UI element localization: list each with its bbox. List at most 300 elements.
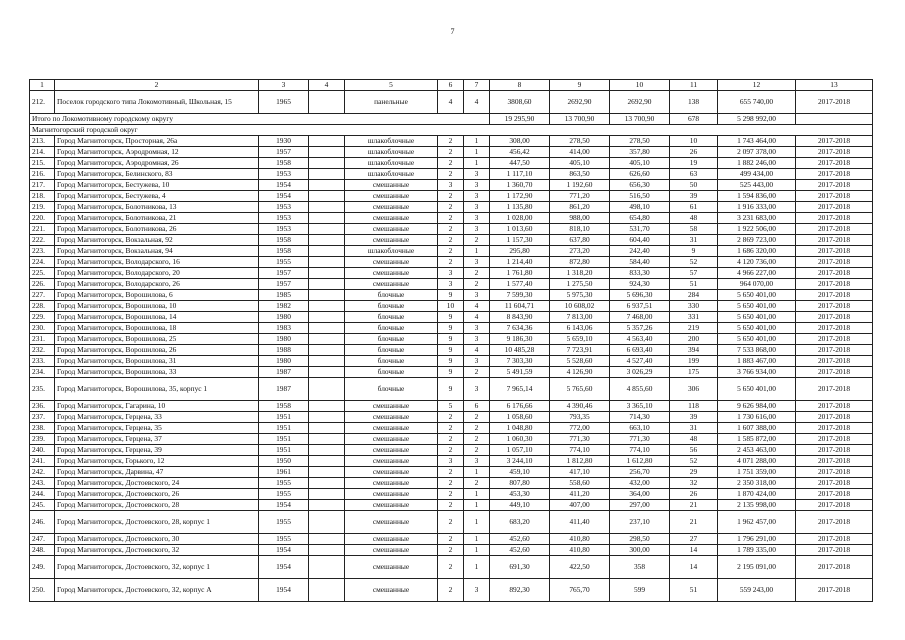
area-residential: 1 612,80 bbox=[610, 456, 670, 467]
address: Город Магнитогорск, Горького, 12 bbox=[55, 456, 259, 467]
address: Город Магнитогорск, Ворошилова, 25 bbox=[55, 334, 259, 345]
table-row bbox=[30, 202, 873, 213]
year-built: 1950 bbox=[259, 456, 309, 467]
year-reconstructed bbox=[309, 401, 345, 412]
period: 2017-2018 bbox=[796, 367, 873, 378]
column-number: 11 bbox=[670, 80, 718, 91]
row-number: 220. bbox=[30, 213, 55, 224]
cost: 4 966 227,00 bbox=[718, 268, 796, 279]
entrances: 1 bbox=[464, 534, 490, 545]
table-row bbox=[30, 268, 873, 279]
column-number: 13 bbox=[796, 80, 873, 91]
cost: 3 231 683,00 bbox=[718, 213, 796, 224]
cost: 5 650 401,00 bbox=[718, 378, 796, 401]
residents: 58 bbox=[670, 224, 718, 235]
floors: 2 bbox=[438, 434, 464, 445]
wall-material: шлакоблочные bbox=[345, 136, 438, 147]
address: Город Магнитогорск, Достоевского, 28, корпус 1 bbox=[55, 511, 259, 534]
floors: 9 bbox=[438, 323, 464, 334]
year-reconstructed bbox=[309, 356, 345, 367]
year-reconstructed bbox=[309, 579, 345, 602]
table-row bbox=[30, 180, 873, 191]
floors: 2 bbox=[438, 489, 464, 500]
entrances: 2 bbox=[464, 412, 490, 423]
entrances: 3 bbox=[464, 579, 490, 602]
area-residential: 297,00 bbox=[610, 500, 670, 511]
table-row bbox=[30, 279, 873, 290]
year-built: 1955 bbox=[259, 489, 309, 500]
address: Город Магнитогорск, Гагарина, 10 bbox=[55, 401, 259, 412]
area-living: 863,50 bbox=[550, 169, 610, 180]
floors: 9 bbox=[438, 378, 464, 401]
area-living: 1 812,80 bbox=[550, 456, 610, 467]
entrances: 3 bbox=[464, 456, 490, 467]
floors: 2 bbox=[438, 191, 464, 202]
column-number: 7 bbox=[464, 80, 490, 91]
row-number: 226. bbox=[30, 279, 55, 290]
cost: 4 120 736,00 bbox=[718, 257, 796, 268]
area-residential: 654,80 bbox=[610, 213, 670, 224]
column-number: 2 bbox=[55, 80, 259, 91]
entrances: 2 bbox=[464, 445, 490, 456]
area-living: 4 390,46 bbox=[550, 401, 610, 412]
area-residential: 6 937,51 bbox=[610, 301, 670, 312]
address: Город Магнитогорск, Аэродромная, 26 bbox=[55, 158, 259, 169]
year-reconstructed bbox=[309, 467, 345, 478]
area-residential: 714,30 bbox=[610, 412, 670, 423]
area-living: 5 975,30 bbox=[550, 290, 610, 301]
area-living: 10 608,02 bbox=[550, 301, 610, 312]
address: Город Магнитогорск, Дарвина, 47 bbox=[55, 467, 259, 478]
table-row bbox=[30, 290, 873, 301]
period: 2017-2018 bbox=[796, 279, 873, 290]
year-built: 1930 bbox=[259, 136, 309, 147]
total-area: 453,30 bbox=[490, 489, 550, 500]
entrances: 1 bbox=[464, 511, 490, 534]
address: Город Магнитогорск, Болотникова, 26 bbox=[55, 224, 259, 235]
period: 2017-2018 bbox=[796, 312, 873, 323]
area-living: 5 659,10 bbox=[550, 334, 610, 345]
column-number: 5 bbox=[345, 80, 438, 91]
wall-material: шлакоблочные bbox=[345, 169, 438, 180]
period: 2017-2018 bbox=[796, 401, 873, 412]
row-number: 242. bbox=[30, 467, 55, 478]
entrances: 4 bbox=[464, 345, 490, 356]
table-row bbox=[30, 556, 873, 579]
floors: 9 bbox=[438, 356, 464, 367]
residents: 51 bbox=[670, 279, 718, 290]
residents: 57 bbox=[670, 268, 718, 279]
year-reconstructed bbox=[309, 257, 345, 268]
floors: 2 bbox=[438, 478, 464, 489]
floors: 2 bbox=[438, 257, 464, 268]
row-number: 246. bbox=[30, 511, 55, 534]
cost: 2 135 998,00 bbox=[718, 500, 796, 511]
wall-material: смешанные bbox=[345, 268, 438, 279]
year-reconstructed bbox=[309, 445, 345, 456]
section-row bbox=[30, 125, 873, 136]
area-living: 411,40 bbox=[550, 511, 610, 534]
row-number: 236. bbox=[30, 401, 55, 412]
row-number: 250. bbox=[30, 579, 55, 602]
year-built: 1951 bbox=[259, 423, 309, 434]
row-number: 212. bbox=[30, 91, 55, 114]
year-reconstructed bbox=[309, 334, 345, 345]
wall-material: блочные bbox=[345, 323, 438, 334]
period: 2017-2018 bbox=[796, 290, 873, 301]
row-number: 245. bbox=[30, 500, 55, 511]
year-reconstructed bbox=[309, 147, 345, 158]
table-row bbox=[30, 257, 873, 268]
row-number: 243. bbox=[30, 478, 55, 489]
year-built: 1953 bbox=[259, 202, 309, 213]
period: 2017-2018 bbox=[796, 268, 873, 279]
entrances: 4 bbox=[464, 91, 490, 114]
area-residential: 584,40 bbox=[610, 257, 670, 268]
residents: 29 bbox=[670, 467, 718, 478]
row-number: 238. bbox=[30, 423, 55, 434]
row-number: 247. bbox=[30, 534, 55, 545]
area-residential: 656,30 bbox=[610, 180, 670, 191]
wall-material: смешанные bbox=[345, 511, 438, 534]
area-residential: 3 365,10 bbox=[610, 401, 670, 412]
wall-material: блочные bbox=[345, 301, 438, 312]
area-living: 5 528,60 bbox=[550, 356, 610, 367]
residents: 21 bbox=[670, 511, 718, 534]
floors: 2 bbox=[438, 467, 464, 478]
residents: 118 bbox=[670, 401, 718, 412]
year-built: 1951 bbox=[259, 412, 309, 423]
floors: 2 bbox=[438, 545, 464, 556]
area-living: 558,60 bbox=[550, 478, 610, 489]
entrances: 2 bbox=[464, 478, 490, 489]
year-reconstructed bbox=[309, 511, 345, 534]
row-number: 230. bbox=[30, 323, 55, 334]
subtotal-empty bbox=[796, 114, 873, 125]
subtotal-label: Итого по Локомотивному городскому округу bbox=[30, 114, 490, 125]
period: 2017-2018 bbox=[796, 213, 873, 224]
residents: 10 bbox=[670, 136, 718, 147]
residents: 21 bbox=[670, 500, 718, 511]
total-area: 7 634,36 bbox=[490, 323, 550, 334]
row-number: 228. bbox=[30, 301, 55, 312]
wall-material: смешанные bbox=[345, 235, 438, 246]
area-living: 771,30 bbox=[550, 434, 610, 445]
total-area: 3 244,10 bbox=[490, 456, 550, 467]
total-area: 1 058,60 bbox=[490, 412, 550, 423]
row-number: 222. bbox=[30, 235, 55, 246]
total-area: 1 048,80 bbox=[490, 423, 550, 434]
cost: 5 650 401,00 bbox=[718, 301, 796, 312]
address: Город Магнитогорск, Достоевского, 28 bbox=[55, 500, 259, 511]
entrances: 2 bbox=[464, 268, 490, 279]
period: 2017-2018 bbox=[796, 412, 873, 423]
table-row bbox=[30, 401, 873, 412]
row-number: 216. bbox=[30, 169, 55, 180]
area-residential: 358 bbox=[610, 556, 670, 579]
cost: 1 743 464,00 bbox=[718, 136, 796, 147]
area-residential: 256,70 bbox=[610, 467, 670, 478]
floors: 2 bbox=[438, 445, 464, 456]
total-area: 691,30 bbox=[490, 556, 550, 579]
subtotal-value: 13 700,90 bbox=[610, 114, 670, 125]
year-reconstructed bbox=[309, 279, 345, 290]
address: Город Магнитогорск, Аэродромная, 12 bbox=[55, 147, 259, 158]
year-reconstructed bbox=[309, 412, 345, 423]
cost: 499 434,00 bbox=[718, 169, 796, 180]
total-area: 10 485,28 bbox=[490, 345, 550, 356]
year-built: 1987 bbox=[259, 378, 309, 401]
total-area: 1 135,80 bbox=[490, 202, 550, 213]
floors: 4 bbox=[438, 91, 464, 114]
residents: 56 bbox=[670, 445, 718, 456]
year-reconstructed bbox=[309, 136, 345, 147]
entrances: 3 bbox=[464, 224, 490, 235]
row-number: 249. bbox=[30, 556, 55, 579]
floors: 2 bbox=[438, 235, 464, 246]
area-residential: 833,30 bbox=[610, 268, 670, 279]
total-area: 1 013,60 bbox=[490, 224, 550, 235]
cost: 1 962 457,00 bbox=[718, 511, 796, 534]
period: 2017-2018 bbox=[796, 478, 873, 489]
entrances: 2 bbox=[464, 367, 490, 378]
floors: 5 bbox=[438, 401, 464, 412]
floors: 2 bbox=[438, 423, 464, 434]
entrances: 2 bbox=[464, 434, 490, 445]
year-built: 1980 bbox=[259, 334, 309, 345]
address: Город Магнитогорск, Достоевского, 32, корпус А bbox=[55, 579, 259, 602]
row-number: 213. bbox=[30, 136, 55, 147]
floors: 3 bbox=[438, 279, 464, 290]
row-number: 244. bbox=[30, 489, 55, 500]
row-number: 241. bbox=[30, 456, 55, 467]
residents: 48 bbox=[670, 213, 718, 224]
period: 2017-2018 bbox=[796, 224, 873, 235]
period: 2017-2018 bbox=[796, 579, 873, 602]
wall-material: смешанные bbox=[345, 401, 438, 412]
year-built: 1954 bbox=[259, 180, 309, 191]
address: Город Магнитогорск, Бестужева, 4 bbox=[55, 191, 259, 202]
column-number: 3 bbox=[259, 80, 309, 91]
entrances: 3 bbox=[464, 191, 490, 202]
period: 2017-2018 bbox=[796, 169, 873, 180]
wall-material: блочные bbox=[345, 356, 438, 367]
total-area: 7 303,30 bbox=[490, 356, 550, 367]
area-residential: 405,10 bbox=[610, 158, 670, 169]
row-number: 217. bbox=[30, 180, 55, 191]
cost: 5 650 401,00 bbox=[718, 323, 796, 334]
year-reconstructed bbox=[309, 268, 345, 279]
table-row bbox=[30, 545, 873, 556]
entrances: 3 bbox=[464, 334, 490, 345]
year-built: 1954 bbox=[259, 556, 309, 579]
wall-material: блочные bbox=[345, 367, 438, 378]
year-built: 1957 bbox=[259, 268, 309, 279]
year-reconstructed bbox=[309, 246, 345, 257]
year-built: 1953 bbox=[259, 224, 309, 235]
period: 2017-2018 bbox=[796, 91, 873, 114]
total-area: 1 057,10 bbox=[490, 445, 550, 456]
table-row bbox=[30, 213, 873, 224]
period: 2017-2018 bbox=[796, 345, 873, 356]
year-built: 1955 bbox=[259, 534, 309, 545]
cost: 2 453 463,00 bbox=[718, 445, 796, 456]
year-built: 1953 bbox=[259, 169, 309, 180]
column-number: 12 bbox=[718, 80, 796, 91]
area-living: 5 765,60 bbox=[550, 378, 610, 401]
table-row bbox=[30, 412, 873, 423]
area-residential: 774,10 bbox=[610, 445, 670, 456]
year-built: 1954 bbox=[259, 191, 309, 202]
table-row bbox=[30, 534, 873, 545]
year-reconstructed bbox=[309, 323, 345, 334]
entrances: 1 bbox=[464, 467, 490, 478]
period: 2017-2018 bbox=[796, 423, 873, 434]
cost: 2 869 723,00 bbox=[718, 235, 796, 246]
period: 2017-2018 bbox=[796, 489, 873, 500]
area-residential: 5 357,26 bbox=[610, 323, 670, 334]
wall-material: смешанные bbox=[345, 456, 438, 467]
year-built: 1985 bbox=[259, 290, 309, 301]
address: Город Магнитогорск, Просторная, 26а bbox=[55, 136, 259, 147]
total-area: 1 157,30 bbox=[490, 235, 550, 246]
floors: 9 bbox=[438, 345, 464, 356]
floors: 10 bbox=[438, 301, 464, 312]
total-area: 1 060,30 bbox=[490, 434, 550, 445]
column-number: 1 bbox=[30, 80, 55, 91]
cost: 1 686 320,00 bbox=[718, 246, 796, 257]
wall-material: смешанные bbox=[345, 412, 438, 423]
row-number: 227. bbox=[30, 290, 55, 301]
area-residential: 4 563,40 bbox=[610, 334, 670, 345]
residents: 199 bbox=[670, 356, 718, 367]
entrances: 6 bbox=[464, 401, 490, 412]
area-living: 6 143,06 bbox=[550, 323, 610, 334]
address: Город Магнитогорск, Белинского, 83 bbox=[55, 169, 259, 180]
period: 2017-2018 bbox=[796, 246, 873, 257]
entrances: 1 bbox=[464, 147, 490, 158]
wall-material: смешанные bbox=[345, 556, 438, 579]
residents: 26 bbox=[670, 489, 718, 500]
year-built: 1958 bbox=[259, 401, 309, 412]
area-living: 7 723,91 bbox=[550, 345, 610, 356]
wall-material: шлакоблочные bbox=[345, 147, 438, 158]
area-residential: 771,30 bbox=[610, 434, 670, 445]
year-reconstructed bbox=[309, 312, 345, 323]
table-row bbox=[30, 323, 873, 334]
year-built: 1980 bbox=[259, 312, 309, 323]
entrances: 1 bbox=[464, 158, 490, 169]
residents: 138 bbox=[670, 91, 718, 114]
year-reconstructed bbox=[309, 378, 345, 401]
area-living: 771,20 bbox=[550, 191, 610, 202]
period: 2017-2018 bbox=[796, 235, 873, 246]
year-built: 1983 bbox=[259, 323, 309, 334]
table-row bbox=[30, 511, 873, 534]
area-residential: 432,00 bbox=[610, 478, 670, 489]
period: 2017-2018 bbox=[796, 180, 873, 191]
cost: 5 650 401,00 bbox=[718, 312, 796, 323]
area-residential: 357,80 bbox=[610, 147, 670, 158]
residents: 14 bbox=[670, 556, 718, 579]
address: Поселок городского типа Локомотивный, Школьная, 15 bbox=[55, 91, 259, 114]
row-number: 240. bbox=[30, 445, 55, 456]
total-area: 447,50 bbox=[490, 158, 550, 169]
row-number: 233. bbox=[30, 356, 55, 367]
floors: 2 bbox=[438, 556, 464, 579]
address: Город Магнитогорск, Герцена, 33 bbox=[55, 412, 259, 423]
period: 2017-2018 bbox=[796, 534, 873, 545]
period: 2017-2018 bbox=[796, 467, 873, 478]
cost: 964 070,00 bbox=[718, 279, 796, 290]
year-reconstructed bbox=[309, 169, 345, 180]
period: 2017-2018 bbox=[796, 158, 873, 169]
year-built: 1958 bbox=[259, 246, 309, 257]
residents: 394 bbox=[670, 345, 718, 356]
year-reconstructed bbox=[309, 202, 345, 213]
entrances: 4 bbox=[464, 312, 490, 323]
year-built: 1955 bbox=[259, 478, 309, 489]
period: 2017-2018 bbox=[796, 191, 873, 202]
subtotal-value: 19 295,90 bbox=[490, 114, 550, 125]
year-reconstructed bbox=[309, 345, 345, 356]
residents: 31 bbox=[670, 235, 718, 246]
area-living: 988,00 bbox=[550, 213, 610, 224]
floors: 2 bbox=[438, 202, 464, 213]
year-reconstructed bbox=[309, 534, 345, 545]
cost: 655 740,00 bbox=[718, 91, 796, 114]
wall-material: смешанные bbox=[345, 445, 438, 456]
residents: 31 bbox=[670, 423, 718, 434]
cost: 4 071 288,00 bbox=[718, 456, 796, 467]
entrances: 3 bbox=[464, 356, 490, 367]
area-living: 407,00 bbox=[550, 500, 610, 511]
residents: 306 bbox=[670, 378, 718, 401]
page-number: 7 bbox=[450, 27, 455, 36]
wall-material: шлакоблочные bbox=[345, 158, 438, 169]
year-reconstructed bbox=[309, 191, 345, 202]
period: 2017-2018 bbox=[796, 334, 873, 345]
row-number: 237. bbox=[30, 412, 55, 423]
table-row bbox=[30, 356, 873, 367]
total-area: 892,30 bbox=[490, 579, 550, 602]
residents: 19 bbox=[670, 158, 718, 169]
area-living: 405,10 bbox=[550, 158, 610, 169]
total-area: 452,60 bbox=[490, 534, 550, 545]
cost: 1 607 388,00 bbox=[718, 423, 796, 434]
wall-material: шлакоблочные bbox=[345, 246, 438, 257]
year-reconstructed bbox=[309, 545, 345, 556]
year-reconstructed bbox=[309, 367, 345, 378]
year-reconstructed bbox=[309, 213, 345, 224]
table-row bbox=[30, 445, 873, 456]
total-area: 807,80 bbox=[490, 478, 550, 489]
address: Город Магнитогорск, Герцена, 37 bbox=[55, 434, 259, 445]
year-reconstructed bbox=[309, 478, 345, 489]
year-built: 1957 bbox=[259, 147, 309, 158]
total-area: 3808,60 bbox=[490, 91, 550, 114]
period: 2017-2018 bbox=[796, 556, 873, 579]
entrances: 1 bbox=[464, 489, 490, 500]
cost: 9 626 984,00 bbox=[718, 401, 796, 412]
wall-material: блочные bbox=[345, 378, 438, 401]
year-built: 1954 bbox=[259, 545, 309, 556]
area-living: 872,80 bbox=[550, 257, 610, 268]
cost: 1 789 335,00 bbox=[718, 545, 796, 556]
address: Город Магнитогорск, Ворошилова, 18 bbox=[55, 323, 259, 334]
period: 2017-2018 bbox=[796, 257, 873, 268]
table-row bbox=[30, 456, 873, 467]
